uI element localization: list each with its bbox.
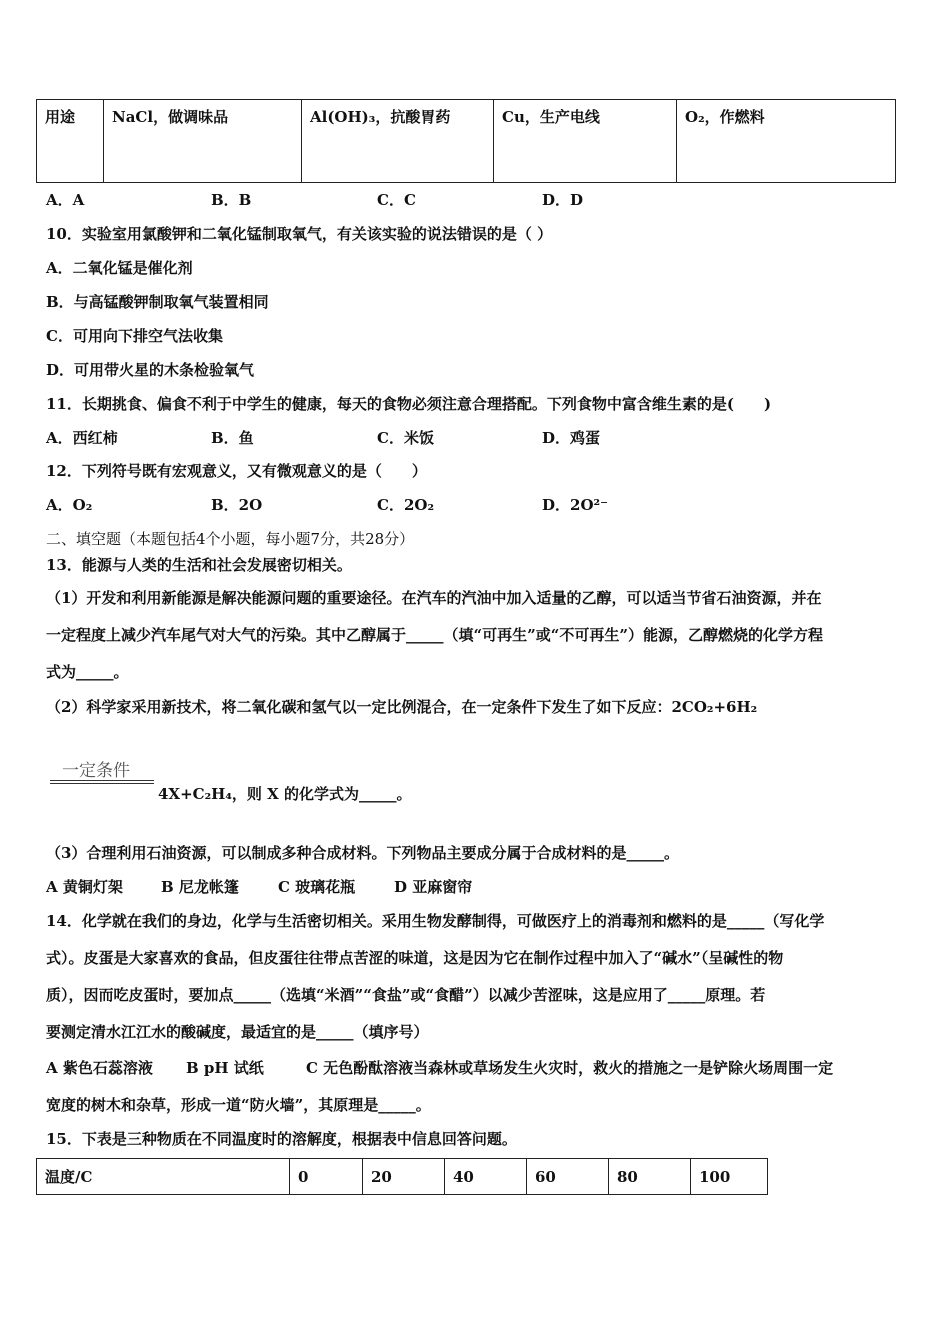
q13-part1-line1: （1）开发和利用新能源是解决能源问题的重要途径。在汽车的汽油中加入适量的乙醇，可以适当节省石油资源，并在	[46, 589, 822, 607]
q10-option-b: B．与高锰酸钾制取氧气装置相同	[46, 293, 269, 311]
table-header-cell: 用途	[37, 100, 104, 183]
q14-line6: 宽度的树木和杂草，形成一道“防火墙”，其原理是_____。	[46, 1096, 431, 1114]
table-cell: NaCl，做调味品	[104, 100, 302, 183]
q14-line2: 式）。皮蛋是大家喜欢的食品，但皮蛋往往带点苦涩的味道，这是因为它在制作过程中加入了“碱水”（呈碱性的物	[46, 949, 784, 967]
uses-table	[36, 99, 896, 183]
q11-option-d: D．鸡蛋	[542, 429, 601, 447]
q13-part2-line2: 4X+C₂H₄，则 X 的化学式为_____。	[158, 785, 412, 803]
q12-option-c: C．2O₂	[377, 496, 435, 514]
q11-option-b: B．鱼	[211, 429, 254, 447]
reaction-condition: 一定条件	[62, 761, 130, 781]
q13-part3-line1: （3）合理利用石油资源，可以制成多种合成材料。下列物品主要成分属于合成材料的是_____。	[46, 844, 679, 862]
q11-option-a: A．西红柿	[46, 429, 118, 447]
q13-part3-option-c: C 玻璃花瓶	[278, 878, 356, 896]
q13-part1-line2: 一定程度上减少汽车尾气对大气的污染。其中乙醇属于_____（填“可再生”或“不可再生”）能源，乙醇燃烧的化学方程	[46, 626, 824, 644]
q10-option-a: A．二氧化锰是催化剂	[46, 259, 193, 277]
q11-option-c: C．米饭	[377, 429, 434, 447]
table-header-cell: 40	[445, 1159, 527, 1195]
table-cell: Al(OH)₃，抗酸胃药	[302, 100, 494, 183]
q14-option-b: B pH 试纸	[186, 1059, 264, 1077]
q12-option-a: A．O₂	[46, 496, 93, 514]
table-cell: O₂，作燃料	[677, 100, 896, 183]
q13-part3-option-d: D 亚麻窗帘	[394, 878, 473, 896]
q13-stem: 13．能源与人类的生活和社会发展密切相关。	[46, 556, 352, 574]
q11-stem: 11．长期挑食、偏食不利于中学生的健康，每天的食物必须注意合理搭配。下列食物中富含维生素的是( )	[46, 395, 772, 413]
q14-line1: 14．化学就在我们的身边，化学与生活密切相关。采用生物发酵制得，可做医疗上的消毒剂和燃料的是_____（写化学	[46, 912, 825, 930]
table-header-cell: 20	[363, 1159, 445, 1195]
table-header-cell: 温度/C	[37, 1159, 290, 1195]
table-header-cell: 60	[527, 1159, 609, 1195]
q13-part1-line3: 式为_____。	[46, 663, 129, 681]
table-row	[37, 1159, 768, 1195]
table-cell: Cu，生产电线	[494, 100, 677, 183]
reaction-arrow-line	[50, 783, 154, 784]
q14-line4: 要测定清水江江水的酸碱度，最适宜的是_____（填序号）	[46, 1023, 429, 1041]
q10-stem: 10．实验室用氯酸钾和二氧化锰制取氧气，有关该实验的说法错误的是（ ）	[46, 225, 553, 243]
section-heading: 二、填空题（本题包括4个小题，每小题7分，共28分）	[46, 530, 415, 548]
q12-option-b: B．2O	[211, 496, 263, 514]
q15-stem: 15．下表是三种物质在不同温度时的溶解度，根据表中信息回答问题。	[46, 1130, 517, 1148]
table-row	[37, 100, 896, 183]
q13-part3-option-a: A 黄铜灯架	[46, 878, 123, 896]
q14-line3: 质），因而吃皮蛋时，要加点_____（选填“米酒”“食盐”或“食醋”）以减少苦涩味，这是应用了_____原理。若	[46, 986, 766, 1004]
q13-part2-line1: （2）科学家采用新技术，将二氧化碳和氢气以一定比例混合，在一定条件下发生了如下反应：2CO₂+6H₂	[46, 698, 758, 716]
q10-option-d: D．可用带火星的木条检验氧气	[46, 361, 255, 379]
q9-option-d: D．D	[542, 191, 584, 209]
q12-stem: 12．下列符号既有宏观意义，又有微观意义的是（ ）	[46, 462, 427, 480]
table-header-cell: 100	[691, 1159, 768, 1195]
q9-option-c: C．C	[377, 191, 416, 209]
q13-part3-option-b: B 尼龙帐篷	[161, 878, 239, 896]
q12-option-d: D．2O²⁻	[542, 496, 608, 514]
q14-option-a: A 紫色石蕊溶液	[46, 1059, 153, 1077]
solubility-table	[36, 1158, 768, 1195]
table-header-cell: 80	[609, 1159, 691, 1195]
q14-option-c: C 无色酚酞溶液当森林或草场发生火灾时，救火的措施之一是铲除火场周围一定	[306, 1059, 834, 1077]
q10-option-c: C．可用向下排空气法收集	[46, 327, 223, 345]
q9-option-a: A．A	[46, 191, 85, 209]
reaction-arrow-line	[50, 780, 154, 781]
table-header-cell: 0	[290, 1159, 363, 1195]
q9-option-b: B．B	[211, 191, 252, 209]
